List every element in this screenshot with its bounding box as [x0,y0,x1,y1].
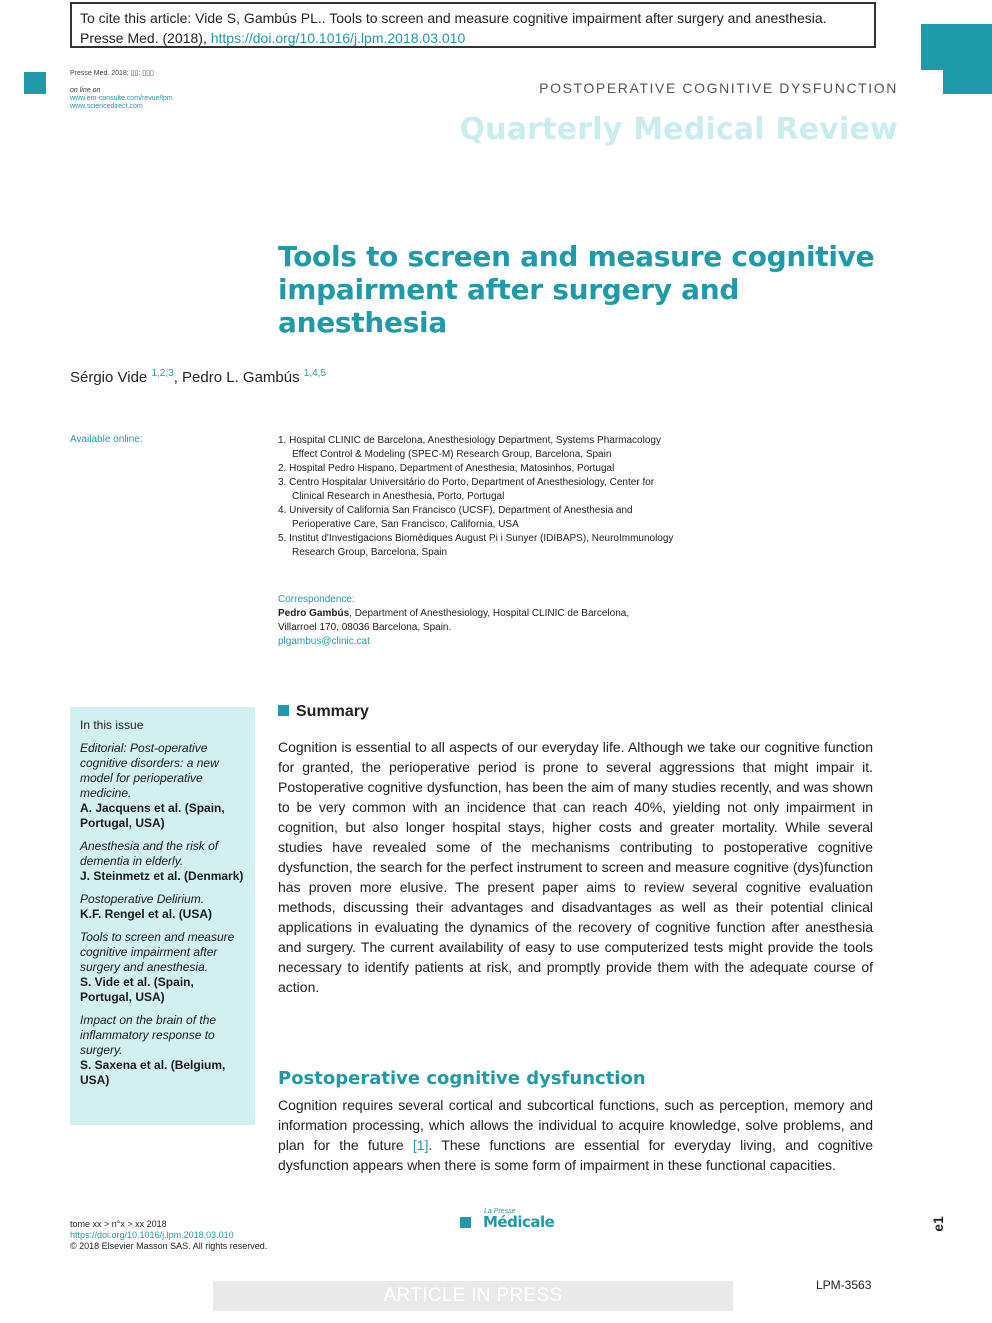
affiliation-item: 5. Institut d'Investigacions Biomèdiques August Pi i Sunyer (IDIBAPS), NeuroImmunology Research Group, Barcelona, Spain [278,533,674,558]
online-availability [70,87,173,111]
correspondence-address-1: , Department of Anesthesiology, Hospital CLINIC de Barcelona, [349,608,630,619]
journal-reference: Presse Med. 2018; ▯▯: ▯▯▯ [70,70,154,77]
author-list [70,368,326,386]
issue-item-authors: S. Vide et al. (Spain, Portugal, USA) [80,975,194,1004]
summary-text: Cognition is essential to all aspects of our everyday life. Although we take our cognitive function for granted, the perioperative period is prone to several aggressions that might impair it. Postoperative cognitive dysfunction, has been the aim of many studies recently, and was shown to be very common with an incidence that can reach 40%, yielding not only impairment in cognition, but also longer hospital stays, higher costs and greater mortality. While several studies have revealed some of the mechanisms contributing to postoperative cognitive dysfunction, the search for the perfect instrument to screen and measure cognitive (dys)function has proven more elusive. The present paper aims to review several cognitive evaluation methods, discussing their advantages and disadvantages as well as their potential clinical applications in evaluating the dynamics of the recovery of cognitive function after anesthesia and surgery. The current availability of easy to use computerized tests might provide the tools necessary to identify patients at risk, and promptly provide them with the adequate course of action. [278,739,873,995]
issue-item-title: Anesthesia and the risk of dementia in elderly. [80,839,219,868]
paragraph-text-2: . These functions are essential for everyday living, and cognitive dysfunction appears when there is some form of impairment in these functional capacities. [278,1137,873,1173]
section-paragraph [278,1095,873,1175]
footer-doi-link[interactable]: https://doi.org/10.1016/j.lpm.2018.03.010 [70,1230,234,1240]
author-2-affil: 1,4,5 [303,368,327,379]
footer-info [70,1219,267,1252]
affiliation-item: 3. Centro Hospitalar Universitário do Porto, Department of Anesthesiology, Center for Clinical Research in Anesthesia, Porto, Portugal [278,477,655,502]
citation-text: To cite this article: Vide S, Gambús PL.. Tools to screen and measure cognitive impairment after surgery and anesthesia. Presse Med. (2018), [80,10,827,46]
issue-item-authors: J. Steinmetz et al. (Denmark) [80,869,244,883]
correspondence-email[interactable]: plgambus@clinic.cat [278,636,370,647]
online-url-1[interactable]: www.em-consulte.com/revue/lpm [70,95,173,102]
online-label: on line on [70,87,101,94]
issue-item[interactable] [80,741,245,831]
summary-heading-text: Summary [296,703,369,720]
issue-item-title: Impact on the brain of the inflammatory response to surgery. [80,1013,217,1057]
issue-item-title: Tools to screen and measure cognitive impairment after surgery and anesthesia. [80,930,235,974]
title-line-2: impairment after surgery and anesthesia [278,273,740,339]
issue-item-title: Postoperative Delirium. [80,892,205,906]
issue-item[interactable] [80,1013,245,1088]
author-separator: , [173,369,183,386]
in-this-issue-box [70,707,255,1125]
paragraph-text-1: Cognition requires several cortical and subcortical functions, such as perception, memory and information processing, which allows the individual to acquire knowledge, solve problems, and plan for the future [278,1097,873,1153]
correspondence-address-2: Villarroel 170, 08036 Barcelona, Spain. [278,622,452,633]
review-label: Quarterly Medical Review [459,112,898,147]
footer-issue: tome xx > n°x > xx 2018 [70,1219,167,1229]
affiliation-item: 2. Hospital Pedro Hispano, Department of Anesthesia, Matosinhos, Portugal [278,463,615,474]
article-in-press-banner: ARTICLE IN PRESS [213,1281,733,1311]
corner-square-left [24,72,46,94]
author-2: Pedro L. Gambús [182,369,304,386]
affiliation-item: 4. University of California San Francisco (UCSF), Department of Anesthesia and Perioperative Care, San Francisco, California, USA [278,505,633,530]
section-heading: Postoperative cognitive dysfunction [278,1068,646,1089]
title-line-1: Tools to screen and measure cognitive [278,240,875,273]
affiliation-item: 1. Hospital CLINIC de Barcelona, Anesthesiology Department, Systems Pharmacology Effect Control & Modeling (SPEC-M) Research Group, Barcelona, Spain [278,435,661,460]
issue-item-authors: S. Saxena et al. (Belgium, USA) [80,1058,226,1087]
summary-heading [278,703,369,721]
article-code: LPM-3563 [816,1278,872,1292]
issue-item-authors: K.F. Rengel et al. (USA) [80,907,213,921]
footer-copyright: © 2018 Elsevier Masson SAS. All rights reserved. [70,1241,268,1251]
in-this-issue-heading: In this issue [80,718,144,732]
logo-small-text: La Presse [484,1208,516,1215]
issue-item-authors: A. Jacquens et al. (Spain, Portugal, USA) [80,801,225,830]
corner-square-notch [921,70,943,94]
affiliation-list [278,434,688,560]
author-1: Sérgio Vide [70,369,152,386]
logo-square-icon [460,1217,471,1228]
reference-link[interactable]: [1] [412,1137,429,1153]
section-label: POSTOPERATIVE COGNITIVE DYSFUNCTION [539,80,898,96]
page-number: e1 [930,1216,946,1232]
correspondence-name: Pedro Gambús [278,608,350,619]
article-title [278,240,878,339]
issue-item[interactable] [80,930,245,1005]
correspondence-heading: Correspondence: [278,594,355,605]
citation-box [70,2,876,48]
correspondence [278,593,698,649]
available-online-label: Available online: [70,434,143,445]
online-url-2[interactable]: www.sciencedirect.com [70,103,143,110]
author-1-affil: 1,2,3 [151,368,174,379]
summary-square-icon [278,705,289,716]
citation-doi-link[interactable]: https://doi.org/10.1016/j.lpm.2018.03.010 [210,30,466,46]
issue-item[interactable] [80,892,245,922]
issue-item-title: Editorial: Post-operative cognitive disorders: a new model for perioperative medicine. [80,741,219,800]
issue-item[interactable] [80,839,245,884]
logo-text: Médicale [483,1213,555,1231]
